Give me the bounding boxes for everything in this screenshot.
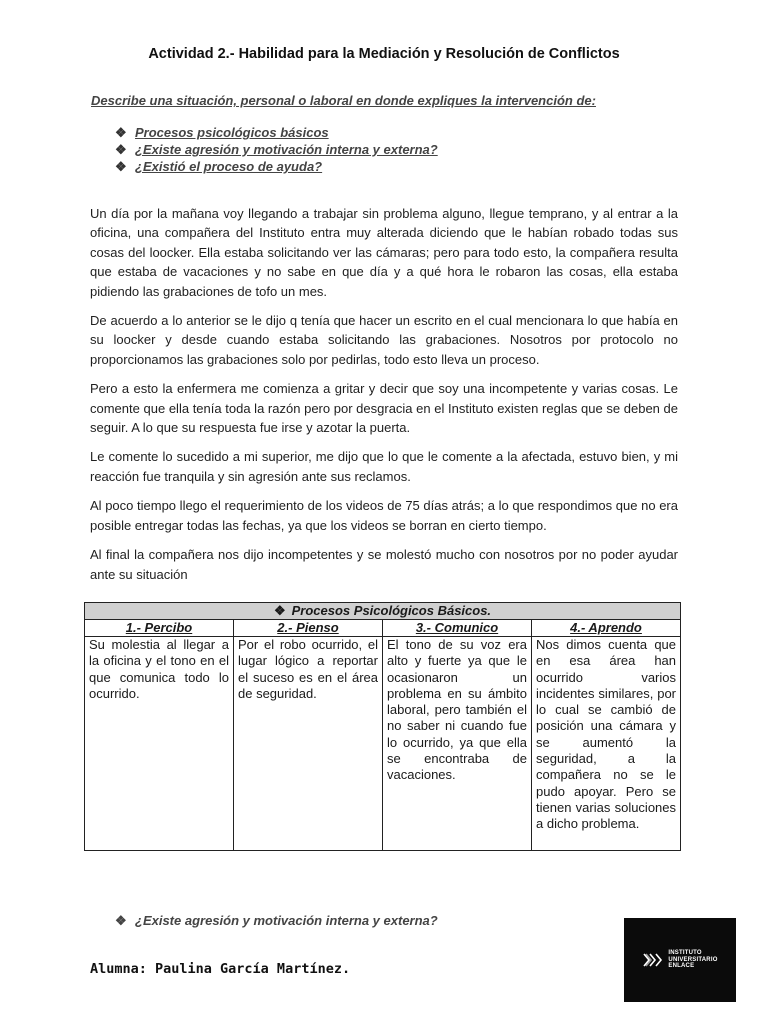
paragraph: Un día por la mañana voy llegando a trabajar sin problema alguno, llegue temprano, y al entrar a la oficina, una compañera del Instituto entra muy alterada diciendo que le habían robado todas sus cosas del loocker. Ella estaba solicitando ver las cámaras; pero para todo esto, la compañera resulta que estaba de vacaciones y no sabe en que día y a qué hora le robaron las cosas, ella estaba pidiendo las grabaciones de tofo un mes. <box>90 206 678 299</box>
processes-table <box>84 602 681 851</box>
column-header: 2.- Pienso <box>234 620 383 637</box>
diamond-bullet-icon: ❖ <box>115 142 127 157</box>
question-item <box>115 158 438 175</box>
table-title-text: Procesos Psicológicos Básicos. <box>291 603 492 618</box>
table-title <box>85 603 681 620</box>
column-header: 1.- Percibo <box>85 620 234 637</box>
question-text: ¿Existió el proceso de ayuda? <box>135 159 323 174</box>
question-text: Procesos psicológicos básicos <box>135 125 329 140</box>
diamond-bullet-icon: ❖ <box>115 125 127 140</box>
paragraph: Pero a esto la enfermera me comienza a gritar y decir que soy una incompetente y varias cosas. Le comente que ella tenía toda la razón pero por desgracia en el Instituto existen reglas que se deben de seguir. A lo que su respuesta fue irse y azotar la puerta. <box>90 381 678 436</box>
paragraph: Le comente lo sucedido a mi superior, me dijo que lo que le comente a la afectada, estuvo bien, y mi reacción fue tranquila y sin agresión ante sus reclamos. <box>90 449 678 484</box>
question-item <box>115 141 438 158</box>
narrative-body <box>90 204 678 594</box>
document-title: Actividad 2.- Habilidad para la Mediación y Resolución de Conflictos <box>148 46 620 62</box>
activity-prompt: Describe una situación, personal o laboral en donde expliques la intervención de: <box>91 93 596 108</box>
table-cell: Su molestia al llegar a la oficina y el tono en el que comunica todo lo ocurrido. <box>85 637 234 851</box>
student-name: Alumna: Paulina García Martínez. <box>90 961 351 977</box>
table-row <box>85 637 681 851</box>
logo-line: UNIVERSITARIO <box>668 956 718 963</box>
diamond-bullet-icon: ❖ <box>115 159 127 174</box>
table-cell: Por el robo ocurrido, el lugar lógico a reportar el suceso es en el área de seguridad. <box>234 637 383 851</box>
diamond-bullet-icon: ❖ <box>115 913 127 928</box>
question-text: ¿Existe agresión y motivación interna y externa? <box>135 142 438 157</box>
institute-logo-icon <box>642 951 664 969</box>
logo-line: ENLACE <box>668 963 695 970</box>
paragraph: Al poco tiempo llego el requerimiento de los videos de 75 días atrás; a lo que respondimos que no era posible entregar todas las fechas, ya que los videos se borran en cierto tiempo. <box>90 498 678 533</box>
column-header: 4.- Aprendo <box>532 620 681 637</box>
paragraph: De acuerdo a lo anterior se le dijo q tenía que hacer un escrito en el cual mencionara lo que había en su loocker y desde cuando estaba solicitando las grabaciones. Nosotros por protocolo no proporcionamos las grabaciones solo por pedirlas, todo esto lleva un proceso. <box>90 313 678 367</box>
column-header: 3.- Comunico <box>383 620 532 637</box>
paragraph: Al final la compañera nos dijo incompetentes y se molestó mucho con nosotros por no poder ayudar ante su situación <box>90 547 678 582</box>
table-title-row <box>85 603 681 620</box>
table-cell: El tono de su voz era alto y fuerte ya que le ocasionaron un problema en su ámbito laboral, pero también el no saber ni cuando fue lo ocurrido, ya que ella se encontraba de vacaciones. <box>383 637 532 851</box>
question-list <box>115 124 438 175</box>
diamond-bullet-icon: ❖ <box>273 603 286 618</box>
logo-wordmark <box>668 950 717 970</box>
logo-line: INSTITUTO <box>668 950 702 957</box>
question-item <box>115 124 438 141</box>
institute-logo <box>624 918 736 1002</box>
next-question <box>115 913 438 929</box>
table-cell: Nos dimos cuenta que en esa área han ocurrido varios incidentes similares, por lo cual se cambió de posición una cámara y se aumentó la seguridad, a la compañera no se le pudo apoyar. Pero se tienen varias soluciones a dicho problema. <box>532 637 681 851</box>
next-question-text: ¿Existe agresión y motivación interna y externa? <box>135 913 438 928</box>
table-header-row <box>85 620 681 637</box>
